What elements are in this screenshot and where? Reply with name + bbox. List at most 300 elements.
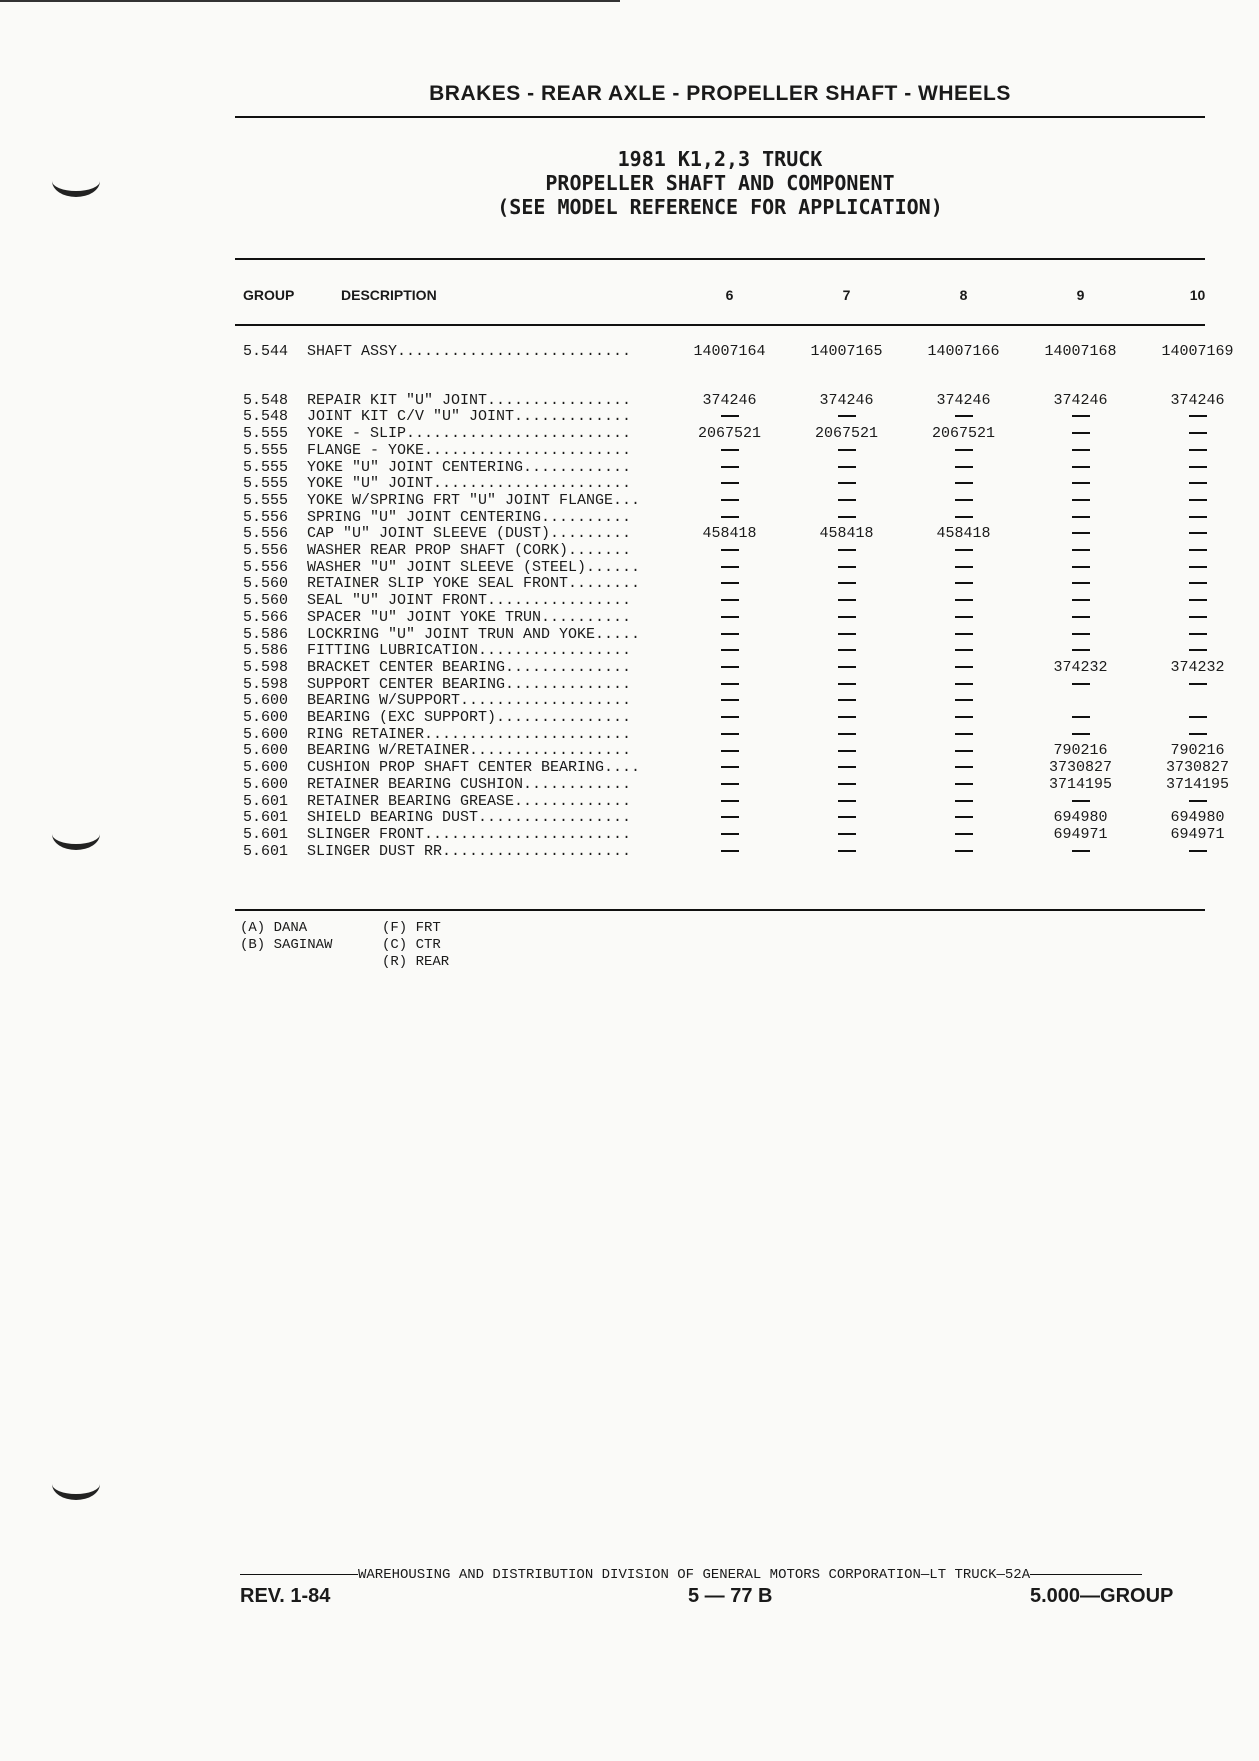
dash-mark bbox=[955, 733, 973, 735]
dash-mark bbox=[838, 582, 856, 584]
table-row bbox=[243, 426, 1256, 443]
part-number-cell: 694980 bbox=[1170, 809, 1225, 827]
not-applicable-dash bbox=[671, 660, 788, 677]
not-applicable-dash bbox=[1139, 844, 1256, 861]
not-applicable-dash bbox=[1022, 510, 1139, 527]
dash-mark bbox=[838, 466, 856, 468]
dash-mark bbox=[1189, 716, 1207, 718]
not-applicable-dash bbox=[905, 727, 1022, 744]
not-applicable-dash bbox=[1022, 576, 1139, 593]
not-applicable-dash bbox=[1139, 593, 1256, 610]
description-cell: SHIELD BEARING DUST................. bbox=[307, 809, 632, 827]
not-applicable-dash bbox=[905, 510, 1022, 527]
column-header-8: 8 bbox=[959, 287, 968, 303]
title-line-1: 1981 K1,2,3 TRUCK bbox=[617, 147, 823, 171]
not-applicable-dash bbox=[671, 443, 788, 460]
footer-group: 5.000—GROUP bbox=[1030, 1585, 1174, 1607]
dash-mark bbox=[721, 733, 739, 735]
not-applicable-dash bbox=[905, 560, 1022, 577]
dash-mark bbox=[838, 616, 856, 618]
dash-mark bbox=[838, 716, 856, 718]
dash-mark bbox=[721, 833, 739, 835]
group-cell: 5.555 bbox=[243, 441, 289, 459]
not-applicable-dash bbox=[1139, 794, 1256, 811]
not-applicable-dash bbox=[788, 593, 905, 610]
dash-mark bbox=[838, 649, 856, 651]
dash-mark bbox=[1189, 633, 1207, 635]
not-applicable-dash bbox=[1139, 510, 1256, 527]
group-cell: 5.586 bbox=[243, 625, 289, 643]
not-applicable-dash bbox=[788, 710, 905, 727]
description-cell: RETAINER SLIP YOKE SEAL FRONT........ bbox=[307, 575, 641, 593]
not-applicable-dash bbox=[1022, 560, 1139, 577]
dash-mark bbox=[721, 766, 739, 768]
not-applicable-dash bbox=[788, 677, 905, 694]
not-applicable-dash bbox=[788, 794, 905, 811]
part-number-cell: 14007164 bbox=[693, 343, 766, 360]
table-row bbox=[243, 760, 1256, 777]
dash-mark bbox=[955, 833, 973, 835]
dash-mark bbox=[1072, 599, 1090, 601]
dash-mark bbox=[1189, 432, 1207, 434]
dash-mark bbox=[1072, 733, 1090, 735]
not-applicable-dash bbox=[788, 543, 905, 560]
dash-mark bbox=[721, 750, 739, 752]
dash-mark bbox=[721, 816, 739, 818]
description-cell: CUSHION PROP SHAFT CENTER BEARING.... bbox=[307, 759, 641, 777]
table-row bbox=[243, 627, 1256, 644]
table-row bbox=[243, 526, 1256, 543]
not-applicable-dash bbox=[1139, 543, 1256, 560]
dash-mark bbox=[1189, 415, 1207, 417]
description-cell: REPAIR KIT "U" JOINT................ bbox=[307, 391, 632, 409]
dash-mark bbox=[1189, 466, 1207, 468]
not-applicable-dash bbox=[788, 576, 905, 593]
dash-mark bbox=[955, 649, 973, 651]
dash-mark bbox=[1189, 532, 1207, 534]
dash-mark bbox=[721, 783, 739, 785]
not-applicable-dash bbox=[671, 827, 788, 844]
dash-mark bbox=[1189, 599, 1207, 601]
dash-mark bbox=[955, 716, 973, 718]
not-applicable-dash bbox=[1139, 493, 1256, 510]
not-applicable-dash bbox=[671, 760, 788, 777]
group-cell: 5.600 bbox=[243, 725, 289, 743]
group-cell: 5.555 bbox=[243, 475, 289, 493]
not-applicable-dash bbox=[788, 409, 905, 426]
part-number-cell bbox=[1139, 693, 1256, 710]
footer-revision: REV. 1-84 bbox=[240, 1585, 331, 1607]
dash-mark bbox=[1072, 482, 1090, 484]
dash-mark bbox=[721, 415, 739, 417]
not-applicable-dash bbox=[788, 660, 905, 677]
table-row bbox=[243, 844, 1256, 861]
part-number-cell: 374246 bbox=[936, 391, 991, 409]
description-cell: YOKE "U" JOINT...................... bbox=[307, 475, 632, 493]
dash-mark bbox=[721, 582, 739, 584]
dash-mark bbox=[1072, 432, 1090, 434]
dash-mark bbox=[838, 499, 856, 501]
not-applicable-dash bbox=[671, 593, 788, 610]
not-applicable-dash bbox=[1139, 409, 1256, 426]
not-applicable-dash bbox=[905, 710, 1022, 727]
not-applicable-dash bbox=[1022, 476, 1139, 493]
not-applicable-dash bbox=[788, 443, 905, 460]
not-applicable-dash bbox=[671, 794, 788, 811]
not-applicable-dash bbox=[905, 693, 1022, 710]
description-cell: BEARING (EXC SUPPORT)............... bbox=[307, 709, 632, 727]
table-row bbox=[243, 593, 1256, 610]
column-header-group: GROUP bbox=[243, 287, 295, 303]
not-applicable-dash bbox=[788, 643, 905, 660]
not-applicable-dash bbox=[1139, 476, 1256, 493]
dash-mark bbox=[838, 683, 856, 685]
column-header-6: 6 bbox=[725, 287, 734, 303]
dash-mark bbox=[955, 449, 973, 451]
dash-mark bbox=[955, 783, 973, 785]
dash-mark bbox=[838, 699, 856, 701]
not-applicable-dash bbox=[671, 693, 788, 710]
part-number-cell: 374232 bbox=[1170, 658, 1225, 676]
dash-mark bbox=[838, 733, 856, 735]
dash-mark bbox=[838, 666, 856, 668]
not-applicable-dash bbox=[905, 777, 1022, 794]
footer-division: WAREHOUSING AND DISTRIBUTION DIVISION OF GENERAL MOTORS CORPORATION—LT TRUCK—52A bbox=[240, 1567, 1205, 1583]
part-number-cell: 2067521 bbox=[697, 425, 761, 443]
dash-mark bbox=[838, 766, 856, 768]
dash-mark bbox=[838, 415, 856, 417]
group-cell: 5.555 bbox=[243, 425, 289, 443]
not-applicable-dash bbox=[1022, 493, 1139, 510]
not-applicable-dash bbox=[788, 627, 905, 644]
dash-mark bbox=[1072, 683, 1090, 685]
not-applicable-dash bbox=[1022, 460, 1139, 477]
description-cell: RETAINER BEARING CUSHION............ bbox=[307, 775, 632, 793]
dash-mark bbox=[955, 666, 973, 668]
description-cell: FLANGE - YOKE....................... bbox=[307, 441, 632, 459]
legend-item: (B) SAGINAW bbox=[240, 937, 333, 953]
group-cell: 5.598 bbox=[243, 675, 289, 693]
dash-mark bbox=[1189, 850, 1207, 852]
group-cell: 5.601 bbox=[243, 809, 289, 827]
not-applicable-dash bbox=[905, 627, 1022, 644]
part-number-cell: 2067521 bbox=[814, 425, 878, 443]
dash-mark bbox=[721, 716, 739, 718]
legend-item: (F) FRT bbox=[382, 920, 441, 936]
part-number-cell: 3714195 bbox=[1165, 775, 1229, 793]
dash-mark bbox=[1072, 415, 1090, 417]
legend-item: (A) DANA bbox=[240, 920, 308, 936]
not-applicable-dash bbox=[1022, 727, 1139, 744]
table-row bbox=[243, 409, 1256, 426]
group-cell: 5.548 bbox=[243, 408, 289, 426]
dash-mark bbox=[955, 566, 973, 568]
dash-mark bbox=[955, 582, 973, 584]
dash-mark bbox=[1189, 683, 1207, 685]
table-row bbox=[243, 827, 1256, 844]
dash-mark bbox=[1072, 649, 1090, 651]
legend-item: (R) REAR bbox=[382, 954, 450, 970]
not-applicable-dash bbox=[788, 810, 905, 827]
dash-mark bbox=[721, 499, 739, 501]
not-applicable-dash bbox=[1139, 710, 1256, 727]
part-number-cell: 790216 bbox=[1170, 742, 1225, 760]
group-cell: 5.556 bbox=[243, 525, 289, 543]
not-applicable-dash bbox=[905, 677, 1022, 694]
dash-mark bbox=[1072, 449, 1090, 451]
not-applicable-dash bbox=[788, 743, 905, 760]
dash-mark bbox=[955, 599, 973, 601]
table-row bbox=[243, 810, 1256, 827]
dash-mark bbox=[838, 566, 856, 568]
dash-mark bbox=[1189, 549, 1207, 551]
group-cell: 5.556 bbox=[243, 558, 289, 576]
not-applicable-dash bbox=[671, 710, 788, 727]
dash-mark bbox=[1189, 482, 1207, 484]
part-number-cell: 694971 bbox=[1170, 825, 1225, 843]
group-cell: 5.586 bbox=[243, 642, 289, 660]
title-line-3: (SEE MODEL REFERENCE FOR APPLICATION) bbox=[497, 195, 943, 219]
dash-mark bbox=[1189, 733, 1207, 735]
not-applicable-dash bbox=[1139, 460, 1256, 477]
not-applicable-dash bbox=[1022, 710, 1139, 727]
group-cell: 5.601 bbox=[243, 792, 289, 810]
group-cell: 5.600 bbox=[243, 759, 289, 777]
dash-mark bbox=[1072, 716, 1090, 718]
not-applicable-dash bbox=[671, 677, 788, 694]
not-applicable-dash bbox=[788, 610, 905, 627]
table-row bbox=[243, 510, 1256, 527]
description-cell: SLINGER DUST RR..................... bbox=[307, 842, 632, 860]
not-applicable-dash bbox=[671, 777, 788, 794]
part-number-cell: 14007168 bbox=[1044, 343, 1117, 360]
not-applicable-dash bbox=[671, 543, 788, 560]
group-cell: 5.600 bbox=[243, 775, 289, 793]
dash-mark bbox=[955, 850, 973, 852]
description-cell: SPRING "U" JOINT CENTERING.......... bbox=[307, 508, 632, 526]
not-applicable-dash bbox=[671, 576, 788, 593]
table-body bbox=[243, 310, 1256, 860]
part-number-cell: 694980 bbox=[1053, 809, 1108, 827]
dash-mark bbox=[721, 666, 739, 668]
column-header-10: 10 bbox=[1189, 287, 1206, 303]
dash-mark bbox=[721, 516, 739, 518]
description-cell: RING RETAINER....................... bbox=[307, 725, 632, 743]
dash-mark bbox=[838, 449, 856, 451]
table-row bbox=[243, 543, 1256, 560]
dash-mark bbox=[721, 633, 739, 635]
binder-hole-icon bbox=[52, 818, 100, 850]
column-header-description: DESCRIPTION bbox=[341, 287, 437, 303]
description-cell: JOINT KIT C/V "U" JOINT............. bbox=[307, 408, 632, 426]
dash-mark bbox=[838, 516, 856, 518]
legend-item: (C) CTR bbox=[382, 937, 441, 953]
not-applicable-dash bbox=[788, 777, 905, 794]
dash-mark bbox=[955, 415, 973, 417]
dash-mark bbox=[1189, 582, 1207, 584]
not-applicable-dash bbox=[1022, 610, 1139, 627]
dash-mark bbox=[721, 616, 739, 618]
description-cell: CAP "U" JOINT SLEEVE (DUST)......... bbox=[307, 525, 632, 543]
dash-mark bbox=[838, 549, 856, 551]
not-applicable-dash bbox=[671, 727, 788, 744]
not-applicable-dash bbox=[905, 660, 1022, 677]
section-header: BRAKES - REAR AXLE - PROPELLER SHAFT - WHEELS bbox=[429, 82, 1011, 105]
table-top-rule bbox=[235, 258, 1205, 260]
not-applicable-dash bbox=[788, 460, 905, 477]
part-number-cell: 374246 bbox=[1053, 391, 1108, 409]
dash-mark bbox=[955, 482, 973, 484]
not-applicable-dash bbox=[788, 493, 905, 510]
dash-mark bbox=[955, 549, 973, 551]
part-number-cell: 14007166 bbox=[927, 343, 1000, 360]
description-cell: YOKE - SLIP......................... bbox=[307, 425, 632, 443]
not-applicable-dash bbox=[1022, 543, 1139, 560]
not-applicable-dash bbox=[788, 760, 905, 777]
not-applicable-dash bbox=[671, 627, 788, 644]
not-applicable-dash bbox=[905, 844, 1022, 861]
dash-mark bbox=[721, 850, 739, 852]
not-applicable-dash bbox=[905, 443, 1022, 460]
dash-mark bbox=[838, 833, 856, 835]
description-cell: BEARING W/RETAINER.................. bbox=[307, 742, 632, 760]
not-applicable-dash bbox=[671, 643, 788, 660]
group-cell: 5.600 bbox=[243, 742, 289, 760]
description-cell: SLINGER FRONT....................... bbox=[307, 825, 632, 843]
not-applicable-dash bbox=[671, 510, 788, 527]
dash-mark bbox=[1072, 616, 1090, 618]
dash-mark bbox=[838, 850, 856, 852]
part-number-cell: 374246 bbox=[1170, 391, 1225, 409]
description-cell: YOKE W/SPRING FRT "U" JOINT FLANGE... bbox=[307, 491, 641, 509]
dash-mark bbox=[955, 766, 973, 768]
description-cell: LOCKRING "U" JOINT TRUN AND YOKE..... bbox=[307, 625, 641, 643]
not-applicable-dash bbox=[1139, 576, 1256, 593]
dash-mark bbox=[1072, 633, 1090, 635]
not-applicable-dash bbox=[788, 693, 905, 710]
table-row bbox=[243, 460, 1256, 477]
dash-mark bbox=[838, 800, 856, 802]
dash-mark bbox=[838, 599, 856, 601]
group-cell: 5.566 bbox=[243, 608, 289, 626]
group-cell: 5.598 bbox=[243, 658, 289, 676]
group-cell: 5.600 bbox=[243, 709, 289, 727]
dash-mark bbox=[838, 783, 856, 785]
description-cell: SUPPORT CENTER BEARING.............. bbox=[307, 675, 632, 693]
not-applicable-dash bbox=[1022, 677, 1139, 694]
dash-mark bbox=[1072, 532, 1090, 534]
group-cell: 5.601 bbox=[243, 825, 289, 843]
part-number-cell: 374246 bbox=[819, 391, 874, 409]
dash-mark bbox=[838, 633, 856, 635]
dash-mark bbox=[721, 566, 739, 568]
title-line-2: PROPELLER SHAFT AND COMPONENT bbox=[545, 171, 895, 195]
not-applicable-dash bbox=[671, 409, 788, 426]
dash-mark bbox=[955, 633, 973, 635]
dash-mark bbox=[1189, 499, 1207, 501]
not-applicable-dash bbox=[1022, 526, 1139, 543]
dash-mark bbox=[1072, 549, 1090, 551]
column-header-7: 7 bbox=[842, 287, 851, 303]
not-applicable-dash bbox=[905, 476, 1022, 493]
not-applicable-dash bbox=[905, 409, 1022, 426]
group-cell: 5.560 bbox=[243, 592, 289, 610]
page-title bbox=[235, 147, 1205, 219]
dash-mark bbox=[721, 800, 739, 802]
table-header-row bbox=[243, 280, 1256, 310]
description-cell: FITTING LUBRICATION................. bbox=[307, 642, 632, 660]
not-applicable-dash bbox=[671, 810, 788, 827]
dash-mark bbox=[1189, 649, 1207, 651]
group-cell: 5.600 bbox=[243, 692, 289, 710]
parts-table bbox=[243, 280, 1256, 860]
legend-positions bbox=[382, 920, 449, 971]
not-applicable-dash bbox=[1022, 443, 1139, 460]
dash-mark bbox=[1189, 449, 1207, 451]
group-cell: 5.548 bbox=[243, 391, 289, 409]
table-row bbox=[243, 560, 1256, 577]
not-applicable-dash bbox=[905, 794, 1022, 811]
not-applicable-dash bbox=[788, 827, 905, 844]
dash-mark bbox=[955, 699, 973, 701]
group-cell: 5.560 bbox=[243, 575, 289, 593]
binder-hole-icon bbox=[52, 165, 100, 197]
part-number-cell: 374246 bbox=[702, 391, 757, 409]
table-row bbox=[243, 727, 1256, 744]
table-row bbox=[243, 610, 1256, 627]
description-cell: SPACER "U" JOINT YOKE TRUN.......... bbox=[307, 608, 632, 626]
part-number-cell: 374232 bbox=[1053, 658, 1108, 676]
table-row bbox=[243, 660, 1256, 677]
not-applicable-dash bbox=[905, 643, 1022, 660]
dash-mark bbox=[838, 482, 856, 484]
part-number-cell: 458418 bbox=[819, 525, 874, 543]
footer-page-number: 5 — 77 B bbox=[688, 1585, 773, 1607]
dash-mark bbox=[838, 750, 856, 752]
not-applicable-dash bbox=[905, 743, 1022, 760]
part-number-cell: 2067521 bbox=[931, 425, 995, 443]
table-row bbox=[243, 393, 1256, 410]
part-number-cell: 14007165 bbox=[810, 343, 883, 360]
dash-mark bbox=[1189, 616, 1207, 618]
dash-mark bbox=[955, 800, 973, 802]
dash-mark bbox=[838, 816, 856, 818]
not-applicable-dash bbox=[1139, 526, 1256, 543]
dash-mark bbox=[955, 499, 973, 501]
column-header-9: 9 bbox=[1076, 287, 1085, 303]
dash-mark bbox=[955, 816, 973, 818]
header-rule bbox=[235, 116, 1205, 118]
not-applicable-dash bbox=[905, 760, 1022, 777]
dash-mark bbox=[1072, 516, 1090, 518]
not-applicable-dash bbox=[1139, 727, 1256, 744]
description-cell: SEAL "U" JOINT FRONT................ bbox=[307, 592, 632, 610]
dash-mark bbox=[721, 699, 739, 701]
not-applicable-dash bbox=[905, 593, 1022, 610]
group-cell: 5.555 bbox=[243, 458, 289, 476]
description-cell: SHAFT ASSY.......................... bbox=[307, 343, 632, 360]
dash-mark bbox=[721, 599, 739, 601]
legend-manufacturers bbox=[240, 920, 332, 954]
part-number-cell: 458418 bbox=[702, 525, 757, 543]
not-applicable-dash bbox=[671, 560, 788, 577]
not-applicable-dash bbox=[1022, 794, 1139, 811]
not-applicable-dash bbox=[788, 476, 905, 493]
part-number-cell: 458418 bbox=[936, 525, 991, 543]
not-applicable-dash bbox=[671, 493, 788, 510]
dash-mark bbox=[1072, 850, 1090, 852]
not-applicable-dash bbox=[1022, 409, 1139, 426]
